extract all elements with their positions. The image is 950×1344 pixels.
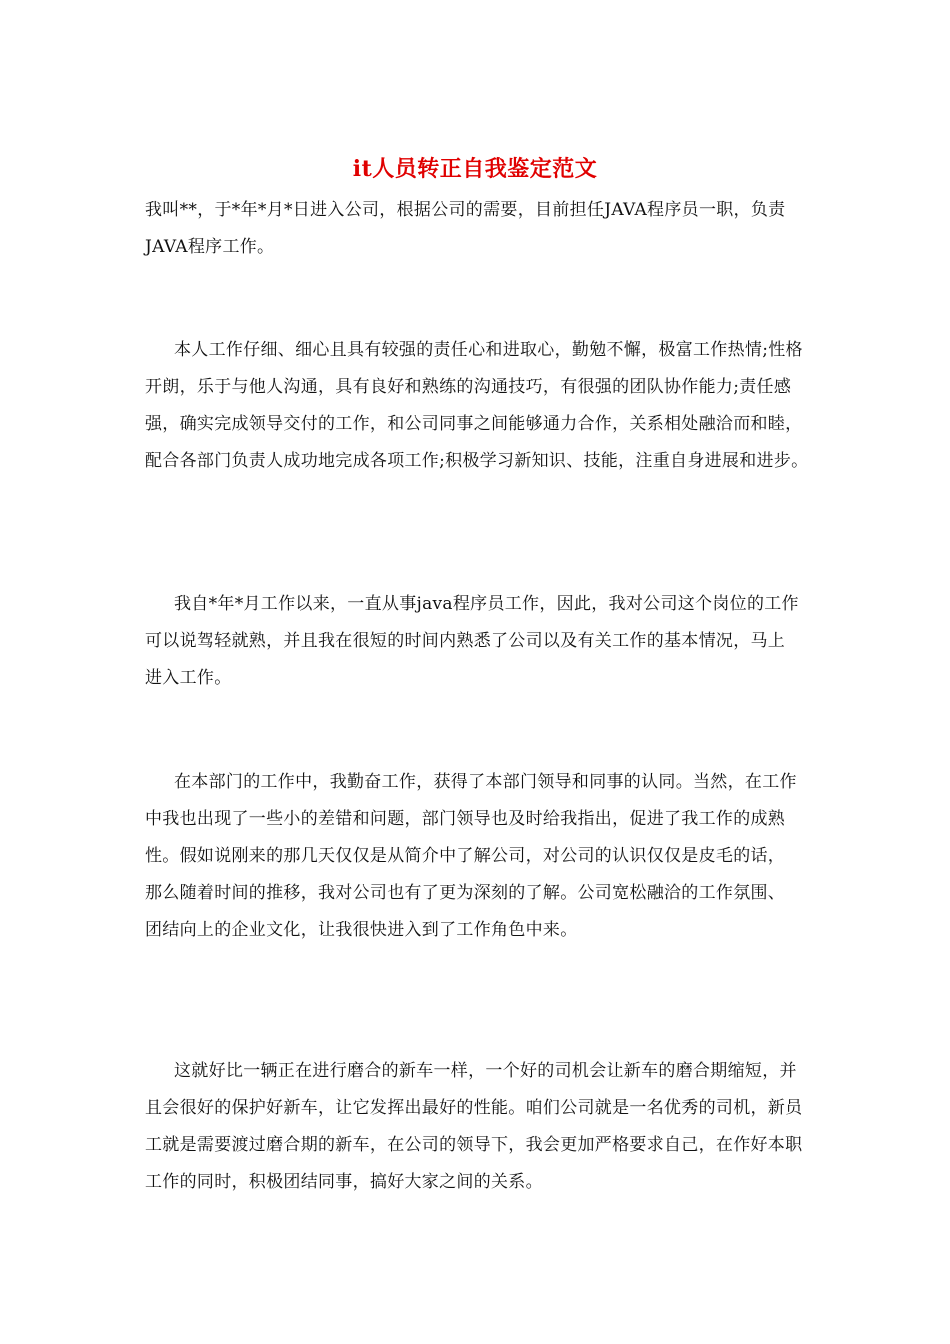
paragraph-department-work: 在本部门的工作中，我勤奋工作，获得了本部门领导和同事的认同。当然，在工作中我也出现了一些小的差错和问题，部门领导也及时给我指出，促进了我工作的成熟性。假如说刚来的那几天仅仅是从简介中了解公司，对公司的认识仅仅是皮毛的话，那么随着时间的推移，我对公司也有了更为深刻的了解。公司宽松融洽的工作氛围、团结向上的企业文化，让我很快进入到了工作角色中来。	[145, 772, 797, 940]
document-title: it人员转正自我鉴定范文	[352, 156, 598, 182]
paragraph-new-car-analogy: 这就好比一辆正在进行磨合的新车一样，一个好的司机会让新车的磨合期缩短，并且会很好的保护好新车，让它发挥出最好的性能。咱们公司就是一名优秀的司机，新员工就是需要渡过磨合期的新车，在公司的领导下，我会更加严格要求自己，在作好本职工作的同时，积极团结同事，搞好大家之间的关系。	[145, 1061, 803, 1192]
paragraph-experience: 我自*年*月工作以来，一直从事java程序员工作，因此，我对公司这个岗位的工作可以说驾轻就熟，并且我在很短的时间内熟悉了公司以及有关工作的基本情况，马上进入工作。	[145, 594, 799, 688]
paragraph-intro: 我叫**，于*年*月*日进入公司，根据公司的需要，目前担任JAVA程序员一职，负责JAVA程序工作。	[145, 200, 786, 257]
paragraph-personality: 本人工作仔细、细心且具有较强的责任心和进取心，勤勉不懈，极富工作热情;性格开朗，乐于与他人沟通，具有良好和熟练的沟通技巧，有很强的团队协作能力;责任感强，确实完成领导交付的工作，和公司同事之间能够通力合作，关系相处融洽而和睦，配合各部门负责人成功地完成各项工作;积极学习新知识、技能，注重自身进展和进步。	[145, 340, 809, 471]
